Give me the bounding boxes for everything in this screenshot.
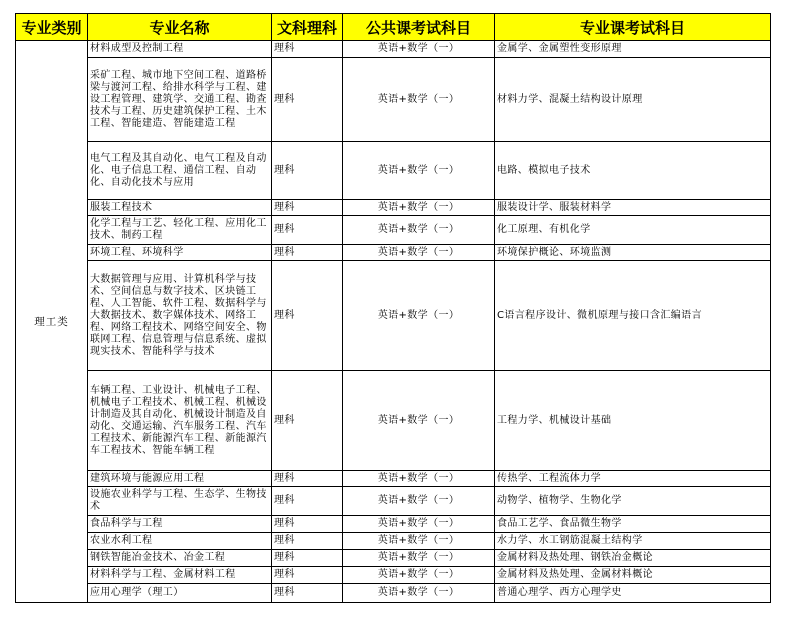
- table-row: [16, 550, 771, 567]
- major-name-cell: 环境工程、环境科学: [88, 245, 272, 261]
- major-name-cell: 建筑环境与能源应用工程: [88, 471, 272, 487]
- table-row: [16, 142, 771, 200]
- table-row: [16, 216, 771, 245]
- major-exam-cell: 动物学、植物学、生物化学: [495, 487, 771, 516]
- public-exam-cell: 英语+数学（一）: [343, 584, 495, 603]
- table-row: [16, 261, 771, 371]
- major-exam-cell: 普通心理学、西方心理学史: [495, 584, 771, 603]
- arts-science-cell: 理科: [272, 584, 343, 603]
- table-row: [16, 567, 771, 584]
- table-body: [16, 41, 771, 603]
- table-row: [16, 245, 771, 261]
- table-row: [16, 471, 771, 487]
- arts-science-cell: 理科: [272, 516, 343, 533]
- header-public-exam: 公共课考试科目: [343, 14, 495, 41]
- public-exam-cell: 英语+数学（一）: [343, 516, 495, 533]
- major-name-cell: 设施农业科学与工程、生态学、生物技术: [88, 487, 272, 516]
- major-exam-cell: 水力学、水工钢筋混凝土结构学: [495, 533, 771, 550]
- arts-science-cell: 理科: [272, 550, 343, 567]
- major-name-cell: 材料成型及控制工程: [88, 41, 272, 58]
- major-name-cell: 电气工程及其自动化、电气工程及自动化、电子信息工程、通信工程、自动化、自动化技术与应用: [88, 142, 272, 200]
- public-exam-cell: 英语+数学（一）: [343, 58, 495, 142]
- major-exam-cell: 金属材料及热处理、钢铁冶金概论: [495, 550, 771, 567]
- table-row: [16, 371, 771, 471]
- public-exam-cell: 英语+数学（一）: [343, 245, 495, 261]
- table-row: [16, 516, 771, 533]
- major-name-cell: 应用心理学（理工）: [88, 584, 272, 603]
- arts-science-cell: 理科: [272, 200, 343, 216]
- public-exam-cell: 英语+数学（一）: [343, 200, 495, 216]
- public-exam-cell: 英语+数学（一）: [343, 471, 495, 487]
- major-name-cell: 采矿工程、城市地下空间工程、道路桥梁与渡河工程、给排水科学与工程、建设工程管理、建筑学、交通工程、勘查技术与工程、历史建筑保护工程、土木工程、智能建造、智能建造工程: [88, 58, 272, 142]
- header-major-name: 专业名称: [88, 14, 272, 41]
- table-row: [16, 41, 771, 58]
- table-row: [16, 533, 771, 550]
- major-name-cell: 钢铁智能冶金技术、冶金工程: [88, 550, 272, 567]
- arts-science-cell: 理科: [272, 41, 343, 58]
- public-exam-cell: 英语+数学（一）: [343, 41, 495, 58]
- public-exam-cell: 英语+数学（一）: [343, 487, 495, 516]
- major-name-cell: 化学工程与工艺、轻化工程、应用化工技术、制药工程: [88, 216, 272, 245]
- header-category: 专业类别: [16, 14, 88, 41]
- header-row: [16, 14, 771, 41]
- major-exam-cell: 工程力学、机械设计基础: [495, 371, 771, 471]
- major-exam-cell: 材料力学、混凝土结构设计原理: [495, 58, 771, 142]
- major-exam-cell: 化工原理、有机化学: [495, 216, 771, 245]
- major-name-cell: 大数据管理与应用、计算机科学与技术、空间信息与数字技术、区块链工程、人工智能、软件工程、数据科学与大数据技术、数字媒体技术、网络工程、网络工程技术、网络空间安全、物联网工程、信息管理与信息系统、虚拟现实技术、智能科学与技术: [88, 261, 272, 371]
- arts-science-cell: 理科: [272, 142, 343, 200]
- public-exam-cell: 英语+数学（一）: [343, 371, 495, 471]
- table-row: [16, 487, 771, 516]
- major-exam-cell: 金属学、金属塑性变形原理: [495, 41, 771, 58]
- major-exam-cell: 电路、模拟电子技术: [495, 142, 771, 200]
- major-exam-cell: 金属材料及热处理、金属材料概论: [495, 567, 771, 584]
- public-exam-cell: 英语+数学（一）: [343, 567, 495, 584]
- public-exam-cell: 英语+数学（一）: [343, 142, 495, 200]
- major-name-cell: 材料科学与工程、金属材料工程: [88, 567, 272, 584]
- arts-science-cell: 理科: [272, 261, 343, 371]
- major-name-cell: 农业水利工程: [88, 533, 272, 550]
- arts-science-cell: 理科: [272, 245, 343, 261]
- arts-science-cell: 理科: [272, 371, 343, 471]
- major-name-cell: 食品科学与工程: [88, 516, 272, 533]
- arts-science-cell: 理科: [272, 58, 343, 142]
- table-row: [16, 584, 771, 603]
- major-name-cell: 车辆工程、工业设计、机械电子工程、机械电子工程技术、机械工程、机械设计制造及其自动化、机械设计制造及自动化、交通运输、汽车服务工程、汽车工程技术、新能源汽车工程、新能源汽车工程技术、智能车辆工程: [88, 371, 272, 471]
- table-row: [16, 200, 771, 216]
- exam-subjects-table: [15, 13, 771, 603]
- public-exam-cell: 英语+数学（一）: [343, 533, 495, 550]
- table-row: [16, 58, 771, 142]
- public-exam-cell: 英语+数学（一）: [343, 261, 495, 371]
- major-exam-cell: 传热学、工程流体力学: [495, 471, 771, 487]
- header-major-exam: 专业课考试科目: [495, 14, 771, 41]
- arts-science-cell: 理科: [272, 471, 343, 487]
- category-cell: 理工类: [16, 41, 88, 603]
- arts-science-cell: 理科: [272, 533, 343, 550]
- major-name-cell: 服装工程技术: [88, 200, 272, 216]
- arts-science-cell: 理科: [272, 567, 343, 584]
- major-exam-cell: 食品工艺学、食品微生物学: [495, 516, 771, 533]
- major-exam-cell: 环境保护概论、环境监测: [495, 245, 771, 261]
- header-arts-science: 文科理科: [272, 14, 343, 41]
- public-exam-cell: 英语+数学（一）: [343, 216, 495, 245]
- arts-science-cell: 理科: [272, 487, 343, 516]
- arts-science-cell: 理科: [272, 216, 343, 245]
- public-exam-cell: 英语+数学（一）: [343, 550, 495, 567]
- major-exam-cell: 服装设计学、服装材料学: [495, 200, 771, 216]
- major-exam-cell: C语言程序设计、微机原理与接口含汇编语言: [495, 261, 771, 371]
